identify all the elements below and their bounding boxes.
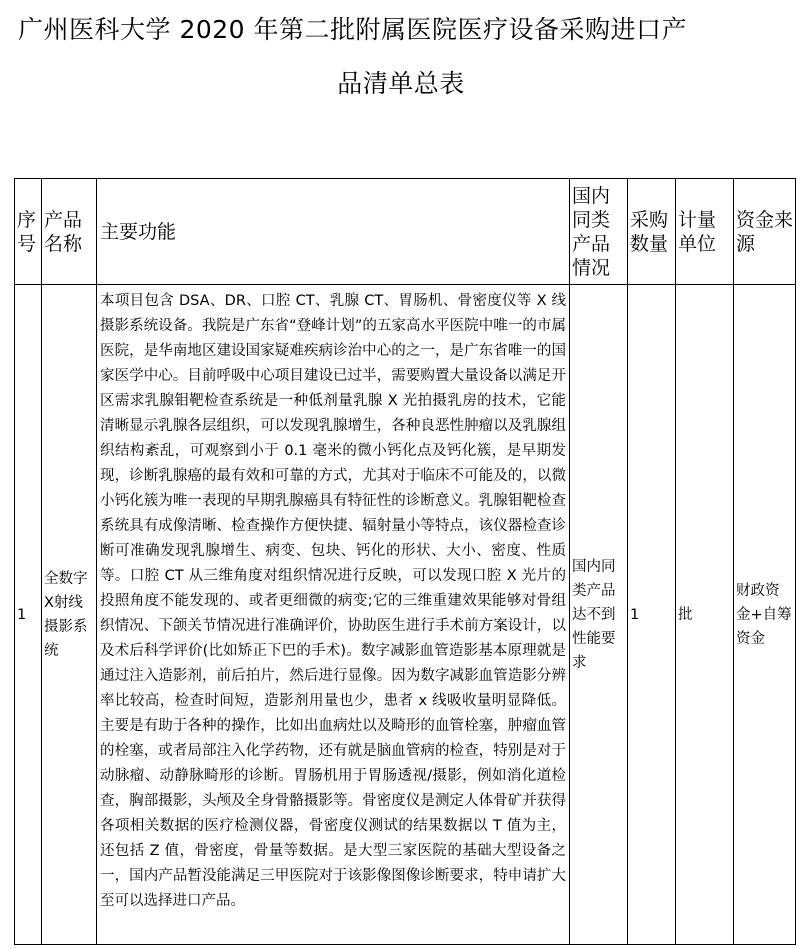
- cell-unit: 批: [676, 285, 734, 945]
- cell-no: 1: [15, 285, 42, 945]
- header-no: 序号: [15, 179, 42, 285]
- cell-main-function: 本项目包含 DSA、DR、口腔 CT、乳腺 CT、胃肠机、骨密度仪等 X 线摄影系统设备。我院是广东省“登峰计划”的五家高水平医院中唯一的市属医院，是华南地区建设国家疑难疾病诊治中心的之一，是广东省唯一的国家医学中心。目前呼吸中心项目建设已过半，需要购置大量设备以满足开区需求乳腺钼靶检查系统是一种低剂量乳腺 X 光拍摄乳房的技术，它能清晰显示乳腺各层组织，可以发现乳腺增生，各种良恶性肿瘤以及乳腺组织结构紊乱，可观察到小于 0.1 毫米的微小钙化点及钙化簇，是早期发现，诊断乳腺癌的最有效和可靠的方式，尤其对于临床不可能及的，以微小钙化簇为唯一表现的早期乳腺癌具有特征性的诊断意义。乳腺钼靶检查系统具有成像清晰、检查操作方便快捷、辐射量小等特点，该仪器检查诊断可准确发现乳腺增生、病变、包块、钙化的形状、大小、密度、性质等。口腔 CT 从三维角度对组织情况进行反映，可以发现口腔 X 光片的投照角度不能发现的、或者更细微的病变;它的三维重建效果能够对骨组织情况、下颌关节情况进行准确评价，协助医生进行手术前方案设计，以及术后科学评价(比如矫正下巴的手术)。数字减影血管造影基本原理就是通过注入造影剂，前后拍片，然后进行显像。因为数字减影血管造影分辨率比较高，检查时间短，造影剂用量也少，患者 x 线吸收量明显降低。主要是有助于各种的操作，比如出血病灶以及畸形的血管栓塞，肿瘤血管的栓塞，或者局部注入化学药物，还有就是脑血管病的检查，特别是对于动脉瘤、动静脉畸形的诊断。胃肠机用于胃肠透视/摄影，例如消化道检查，胸部摄影，头颅及全身骨骼摄影等。骨密度仪是测定人体骨矿并获得各项相关数据的医疗检测仪器，骨密度仪测试的结果数据以 T 值为主，还包括 Z 值，骨密度，骨量等数据。是大型三家医院的基础大型设备之一，国内产品暂没能满足三甲医院对于该影像图像诊断要求，特申请扩大至可以选择进口产品。: [97, 285, 570, 945]
- header-purchase-quantity: 采购数量: [628, 179, 676, 285]
- header-main-function: 主要功能: [97, 179, 570, 285]
- cell-purchase-quantity: 1: [628, 285, 676, 945]
- cell-funding-source: 财政资金+自筹资金: [734, 285, 796, 945]
- document-title-line-1: 广州医科大学 2020 年第二批附属医院医疗设备采购进口产: [18, 15, 688, 44]
- cell-domestic-products: 国内同类产品达不到性能要求: [570, 285, 628, 945]
- header-unit: 计量单位: [676, 179, 734, 285]
- table-header-row: [15, 179, 796, 285]
- header-funding-source: 资金来源: [734, 179, 796, 285]
- header-domestic-products: 国内同类产品情况: [570, 179, 628, 285]
- procurement-table: [14, 178, 796, 945]
- document-title-line-2: 品清单总表: [337, 69, 465, 98]
- cell-product-name: 全数字X射线摄影系统: [42, 285, 97, 945]
- table-row: [15, 285, 796, 945]
- header-product-name: 产品名称: [42, 179, 97, 285]
